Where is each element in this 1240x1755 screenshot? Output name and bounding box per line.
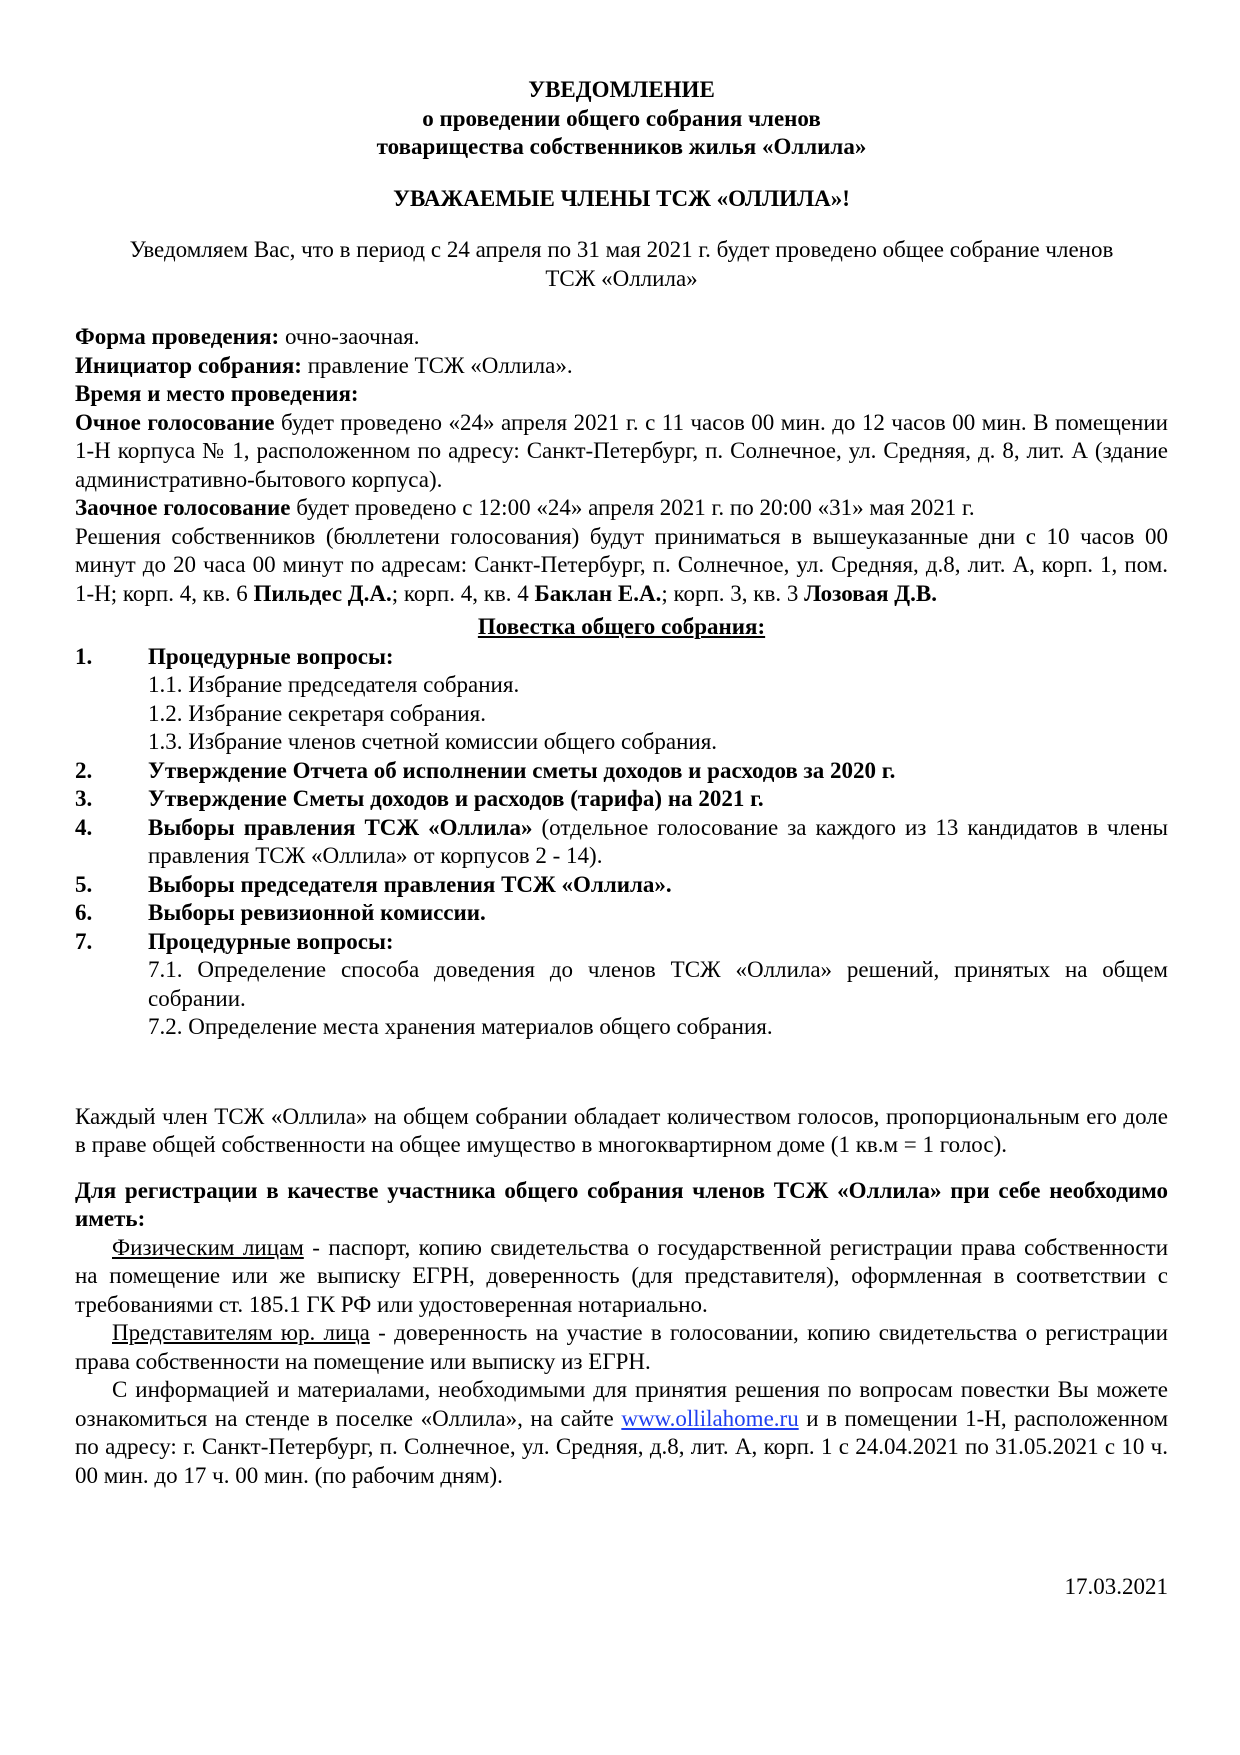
decisions-text-2: ; корп. 4, кв. 4: [391, 580, 535, 606]
votes-paragraph: Каждый член ТСЖ «Оллила» на общем собрании обладает количеством голосов, пропорциональным его доле в праве общей собственности на общее имущество в многоквартирном доме (1 кв.м = 1 голос).: [75, 1103, 1168, 1157]
agenda-subitems: [148, 956, 1168, 1042]
agenda-item: [75, 899, 1168, 928]
form-label: Форма проведения:: [75, 324, 280, 349]
site-link[interactable]: www.ollilahome.ru: [621, 1405, 799, 1431]
individuals-paragraph: [75, 1234, 1168, 1320]
agenda-subitem: 1.1. Избрание председателя собрания.: [148, 672, 520, 697]
agenda-item: [75, 928, 1168, 1042]
legal-label: Представителям юр. лица: [112, 1320, 370, 1345]
legal-text: - доверенность на участие в голосовании, копию свидетельства о регистрации права собственности на помещение или выписку из ЕГРН.: [75, 1320, 1168, 1374]
individuals-label: Физическим лицам: [112, 1234, 304, 1260]
agenda-item-text: Выборы ревизионной комиссии.: [148, 900, 486, 925]
registration-heading: Для регистрации в качестве участника общего собрания членов ТСЖ «Оллила» при себе необходимо иметь:: [75, 1177, 1168, 1231]
decisions-paragraph: [75, 523, 1168, 609]
materials-text-1: С информацией и материалами, необходимыми для принятия решения по вопросам повестки Вы можете ознакомиться на стенде в поселке «Оллила», на сайте: [75, 1377, 1168, 1431]
agenda-item-text: Утверждение Сметы доходов и расходов (тарифа) на 2021 г.: [148, 786, 764, 811]
absentee-label: Заочное голосование: [75, 495, 291, 520]
document-date: 17.03.2021: [1064, 1574, 1168, 1599]
person-2: Баклан Е.А.: [534, 580, 662, 606]
agenda-item-number: 3.: [75, 786, 93, 811]
agenda-item: [75, 757, 1168, 786]
intro-line1: Уведомляем Вас, что в период с 24 апреля по 31 мая 2021 г. будет проведено общее собрание членов: [129, 237, 1114, 262]
agenda-item-number: 4.: [75, 814, 93, 840]
agenda-item-number: 7.: [75, 928, 93, 954]
fulltime-text: будет проведено «24» апреля 2021 г. с 11 часов 00 мин. до 12 часов 00 мин. В помещении 1-Н корпуса № 1, расположенном по адресу: Санкт-Петербург, п. Солнечное, ул. Средняя, д. 8, лит. А (здание административно-бытового корпуса).: [75, 409, 1168, 492]
meeting-params: [75, 323, 1168, 608]
agenda-item: [75, 785, 1168, 814]
initiator-row: [75, 352, 1168, 381]
notice-subtitle-line1: о проведении общего собрания членов: [422, 105, 821, 131]
agenda-subitem: 1.3. Избрание членов счетной комиссии общего собрания.: [148, 729, 718, 754]
intro-line2: ТСЖ «Оллила»: [545, 265, 698, 291]
individuals-text: - паспорт, копию свидетельства о государственной регистрации права собственности на помещение или же выписку ЕГРН, доверенность (для представителя), оформленная в соответствии с требованиями ст. 185.1 ГК РФ или удостоверенная нотариально.: [75, 1234, 1168, 1317]
agenda-subitems: [148, 671, 1168, 757]
agenda-item-number: 2.: [75, 757, 93, 783]
notice-title: УВЕДОМЛЕНИЕ: [528, 77, 715, 102]
initiator-label: Инициатор собрания:: [75, 352, 302, 378]
agenda-item-number: 6.: [75, 900, 93, 925]
person-1: Пильдес Д.А.: [253, 580, 392, 606]
agenda-item-number: 1.: [75, 643, 93, 669]
fulltime-voting: [75, 409, 1168, 495]
agenda-item: [75, 814, 1168, 871]
agenda-subitem: 1.2. Избрание секретаря собрания.: [148, 700, 486, 726]
legal-entities-paragraph: [75, 1319, 1168, 1376]
agenda-item: [75, 871, 1168, 900]
materials-paragraph: [75, 1376, 1168, 1490]
decisions-text-1: Решения собственников (бюллетени голосования) будут приниматься в вышеуказанные дни с 10 часов 00 минут до 20 часа 00 минут по адресам: Санкт-Петербург, п. Солнечное, ул. Средняя, д.8, лит. А, корп. 1, пом. 1-Н; корп. 4, кв. 6: [75, 523, 1168, 606]
initiator-value: правление ТСЖ «Оллила».: [301, 352, 573, 378]
absentee-voting: [75, 494, 1168, 523]
agenda-item-text: Выборы председателя правления ТСЖ «Оллила».: [148, 871, 672, 897]
form-row: [75, 323, 1168, 352]
absentee-text: будет проведено с 12:00 «24» апреля 2021 г. по 20:00 «31» мая 2021 г.: [290, 495, 975, 520]
agenda-title: Повестка общего собрания:: [477, 614, 766, 639]
agenda-item-number: 5.: [75, 871, 93, 897]
agenda-subitem: 7.1. Определение способа доведения до членов ТСЖ «Оллила» решений, принятых на общем собрании.: [148, 957, 1168, 1011]
agenda-list: [75, 643, 1168, 1042]
fulltime-label: Очное голосование: [75, 409, 275, 435]
agenda-item-text: Процедурные вопросы:: [148, 928, 394, 954]
agenda-item-text: Процедурные вопросы:: [148, 643, 394, 669]
notice-subtitle-line2: товарищества собственников жилья «Оллила»: [376, 134, 867, 159]
agenda-item-text: Выборы правления ТСЖ «Оллила»: [148, 814, 533, 840]
agenda-item-extra: (отдельное голосование за каждого из 13 кандидатов в члены правления ТСЖ «Оллила» от корпусов 2 - 14).: [148, 814, 1169, 868]
person-3: Лозовая Д.В.: [804, 580, 937, 606]
form-value: очно-заочная.: [279, 324, 420, 349]
agenda-subitem: 7.2. Определение места хранения материалов общего собрания.: [148, 1014, 773, 1039]
intro-paragraph: [75, 236, 1168, 293]
agenda-item-text: Утверждение Отчета об исполнении сметы доходов и расходов за 2020 г.: [148, 757, 896, 783]
time-place-label: Время и место проведения:: [75, 381, 359, 406]
greeting: УВАЖАЕМЫЕ ЧЛЕНЫ ТСЖ «ОЛЛИЛА»!: [393, 185, 850, 211]
decisions-text-3: ; корп. 3, кв. 3: [661, 580, 805, 606]
agenda-item: [75, 643, 1168, 757]
materials-text-2: и в помещении 1-Н, расположенном по адресу: г. Санкт-Петербург, п. Солнечное, ул. Средняя, д.8, лит. А, корп. 1 с 24.04.2021 по 31.05.2021 с 10 ч. 00 мин. до 17 ч. 00 мин. (по рабочим дням).: [75, 1405, 1168, 1488]
